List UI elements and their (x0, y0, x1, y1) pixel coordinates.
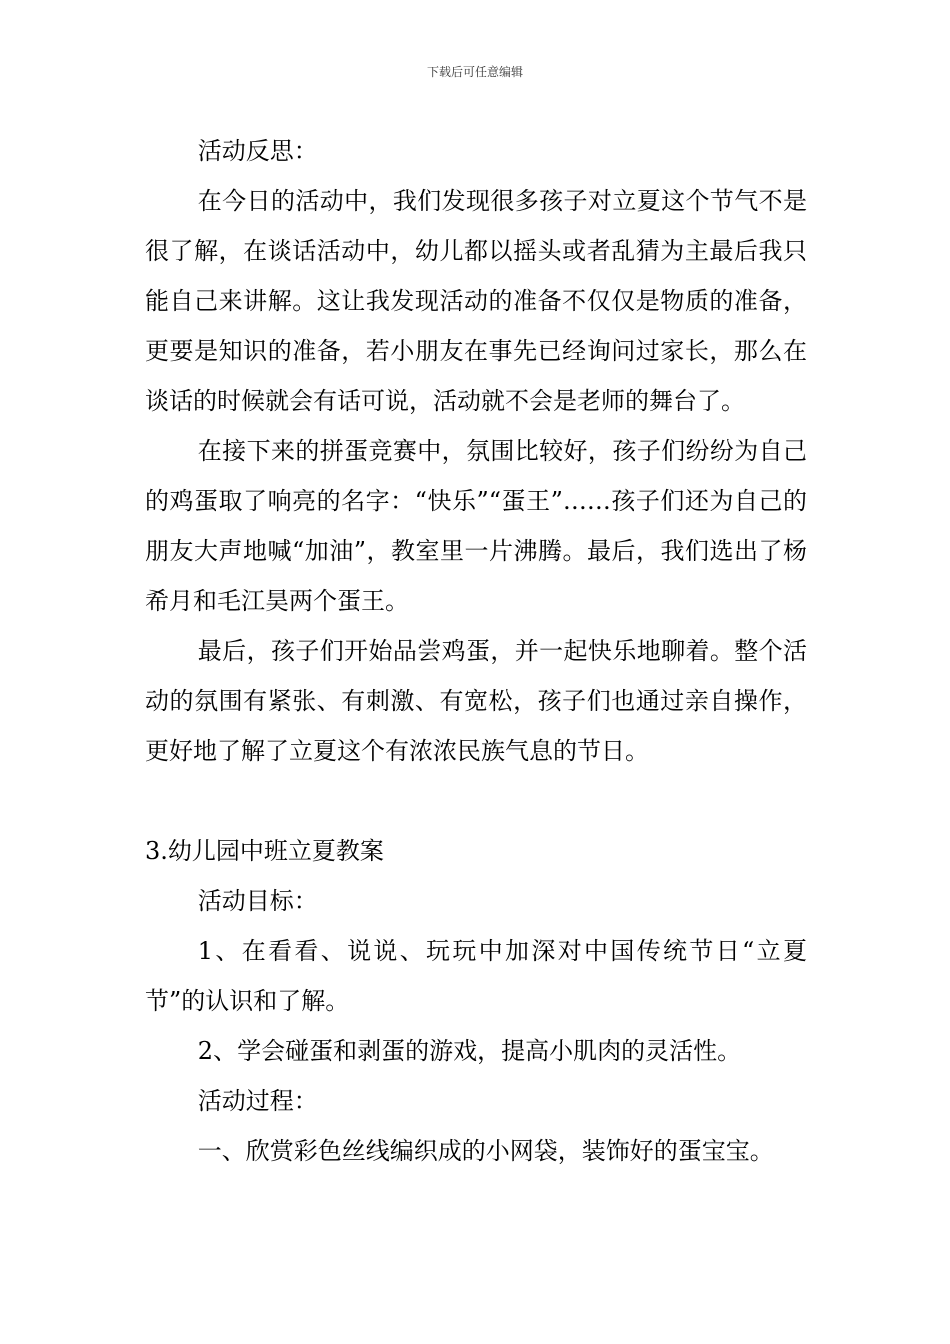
section-title: 3.幼儿园中班立夏教案 (145, 837, 384, 865)
process-heading: 活动过程： (197, 1087, 318, 1115)
page-header: 下载后可任意编辑 (426, 65, 523, 79)
goal-item: 2、学会碰蛋和剥蛋的游戏，提高小肌肉的灵活性。 (197, 1037, 742, 1065)
reflection-paragraph: 在接下来的拼蛋竞赛中，氛围比较好，孩子们纷纷为自己的鸡蛋取了响亮的名字：“快乐”“蛋王”……孩子们还为自己的朋友大声地喊“加油”，教室里一片沸腾。最后，我们选出了杨希月和毛江昊两个蛋王。 (145, 437, 807, 615)
goal-item: 1、在看看、说说、玩玩中加深对中国传统节日“立夏节”的认识和了解。 (145, 937, 807, 1015)
goals-heading: 活动目标： (197, 887, 318, 915)
process-item: 一、欣赏彩色丝线编织成的小网袋，装饰好的蛋宝宝。 (197, 1137, 774, 1165)
reflection-heading: 活动反思： (197, 137, 318, 165)
section-spacer (145, 776, 807, 826)
reflection-paragraph: 在今日的活动中，我们发现很多孩子对立夏这个节气不是很了解，在谈话活动中，幼儿都以摇头或者乱猜为主最后我只能自己来讲解。这让我发现活动的准备不仅仅是物质的准备，更要是知识的准备，若小朋友在事先已经询问过家长，那么在谈话的时候就会有话可说，活动就不会是老师的舞台了。 (145, 187, 807, 415)
document-body (145, 126, 807, 1176)
reflection-paragraph: 最后，孩子们开始品尝鸡蛋，并一起快乐地聊着。整个活动的氛围有紧张、有刺激、有宽松，孩子们也通过亲自操作，更好地了解了立夏这个有浓浓民族气息的节日。 (145, 637, 807, 765)
